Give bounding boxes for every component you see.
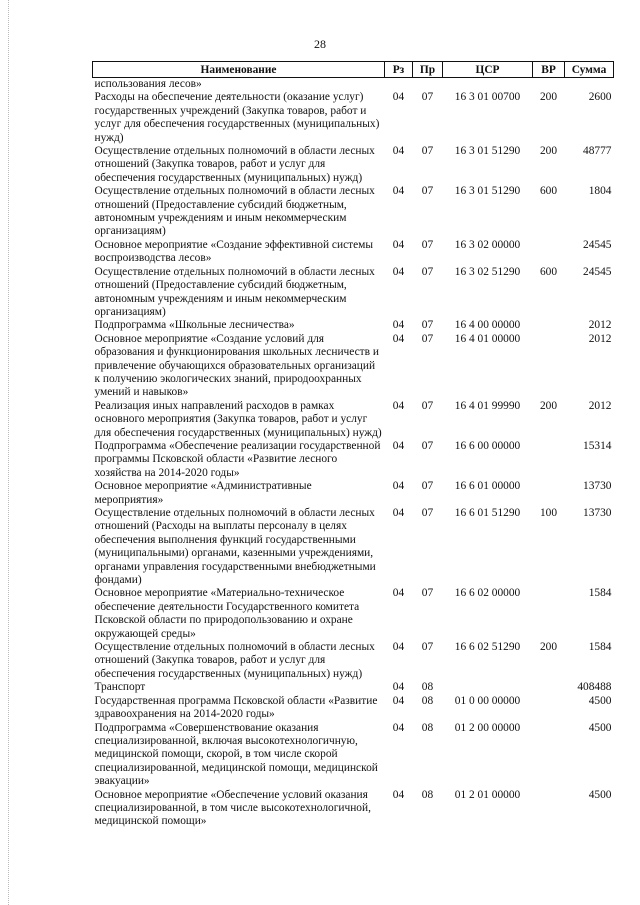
- header-csr: ЦСР: [443, 62, 533, 78]
- cell-rz: 04: [392, 507, 405, 519]
- cell-vr: [533, 480, 565, 507]
- header-rz: Рз: [385, 62, 413, 78]
- cell-csr: 16 4 01 99990: [454, 399, 521, 412]
- cell-sum: 2012: [588, 399, 612, 412]
- table-row: [93, 507, 614, 587]
- cell-vr: [533, 333, 565, 400]
- table-row: [93, 695, 614, 722]
- table-row: [93, 722, 614, 789]
- cell-sum: 24545: [583, 238, 612, 251]
- cell-vr: [533, 695, 565, 722]
- table-row: [93, 91, 614, 145]
- cell-rz: 04: [392, 480, 405, 493]
- cell-pr: 07: [421, 265, 434, 278]
- cell-name: Государственная программа Псковской области «Развитие здравоохранения на 2014-2020 годы»: [94, 694, 378, 721]
- cell-vr: 200: [539, 641, 558, 654]
- cell-rz: 04: [392, 91, 405, 104]
- cell-csr: 16 3 01 00700: [454, 91, 521, 104]
- cell-name: Осуществление отдельных полномочий в области лесных отношений (Предоставление субсидий бюджетным, автономным учреждениям и иным некоммерческим организациям): [94, 185, 375, 238]
- cell-sum: 15314: [583, 439, 612, 452]
- table-row: [93, 78, 614, 92]
- cell-name: Основное мероприятие «Административные мероприятия»: [94, 480, 312, 506]
- cell-name: использования лесов»: [94, 78, 202, 90]
- cell-name: Подпрограмма «Совершенствование оказания специализированной, включая высокотехнологичную, медицинской помощи, скорой, в том числе скорой специализированной, медицинской помощи, медицинской эвакуации»: [94, 721, 378, 788]
- table-row: [93, 440, 614, 480]
- cell-vr: [533, 319, 565, 332]
- cell-name: Осуществление отдельных полномочий в области лесных отношений (Закупка товаров, работ и услуг для обеспечения государственных (муниципальных) нужд): [94, 145, 375, 184]
- cell-sum: 1584: [588, 587, 612, 600]
- cell-name: Основное мероприятие «Обеспечение условий оказания специализированной, в том числе высокотехнологичной, медицинской помощи»: [94, 788, 371, 828]
- cell-name: Расходы на обеспечение деятельности (оказание услуг) государственных учреждений (Закупка товаров, работ и услуг для обеспечения государственных (муниципальных) нужд): [94, 91, 380, 144]
- table-row: [93, 333, 614, 400]
- table-row: [93, 480, 614, 507]
- cell-csr: 16 3 01 51290: [454, 185, 521, 198]
- cell-vr: [533, 587, 565, 641]
- cell-vr: 200: [539, 91, 558, 104]
- cell-csr: 01 2 01 00000: [454, 788, 521, 801]
- cell-sum: 13730: [583, 507, 612, 519]
- cell-rz: 04: [392, 788, 405, 801]
- cell-vr: [533, 722, 565, 789]
- cell-vr: 200: [539, 145, 558, 158]
- cell-sum: 4500: [588, 788, 612, 801]
- table-row: [93, 239, 614, 266]
- cell-pr: 07: [421, 439, 434, 452]
- table-row: [93, 641, 614, 681]
- cell-rz: 04: [392, 265, 405, 278]
- cell-sum: 4500: [588, 694, 612, 707]
- cell-rz: 04: [392, 145, 405, 158]
- header-sum: Сумма: [565, 62, 614, 78]
- cell-rz: 04: [392, 185, 405, 198]
- cell-csr: 16 4 00 00000: [454, 319, 521, 332]
- cell-rz: 04: [392, 694, 405, 707]
- cell-name: Подпрограмма «Школьные лесничества»: [94, 319, 295, 332]
- cell-rz: 04: [392, 238, 405, 251]
- cell-name: Осуществление отдельных полномочий в области лесных отношений (Закупка товаров, работ и услуг для обеспечения государственных (муниципальных) нужд): [94, 641, 375, 680]
- cell-csr: 01 0 00 00000: [454, 694, 521, 707]
- cell-rz: [385, 78, 413, 92]
- cell-rz: 04: [392, 587, 405, 600]
- header-vr: ВР: [533, 62, 565, 78]
- cell-pr: 07: [421, 507, 434, 519]
- cell-sum: 1804: [588, 185, 612, 198]
- cell-sum: 48777: [583, 145, 612, 158]
- table-body: [93, 78, 614, 829]
- table-row: [93, 185, 614, 239]
- cell-pr: [413, 78, 443, 92]
- cell-csr: 16 3 01 51290: [454, 145, 521, 158]
- cell-vr: [533, 789, 565, 829]
- cell-name: Осуществление отдельных полномочий в области лесных отношений (Предоставление субсидий бюджетным, автономным учреждениям и иным некоммерческим организациям): [94, 265, 375, 318]
- cell-vr: [533, 239, 565, 266]
- cell-pr: 07: [421, 185, 434, 198]
- cell-pr: 07: [421, 480, 434, 493]
- cell-name: Основное мероприятие «Создание эффективной системы воспроизводства лесов»: [94, 238, 374, 265]
- cell-vr: 100: [539, 507, 558, 519]
- cell-vr: 600: [539, 265, 558, 278]
- cell-pr: 07: [421, 587, 434, 600]
- cell-csr: 16 6 01 51290: [454, 507, 521, 519]
- cell-csr: 16 6 01 00000: [454, 480, 521, 493]
- cell-csr: [443, 78, 533, 92]
- header-name: Наименование: [93, 62, 385, 78]
- cell-sum: 13730: [583, 480, 612, 493]
- table-row: [93, 789, 614, 829]
- cell-csr: [443, 681, 533, 694]
- cell-pr: 07: [421, 238, 434, 251]
- cell-sum: 2012: [588, 319, 612, 332]
- cell-sum: 2600: [588, 91, 612, 104]
- cell-sum: 4500: [588, 721, 612, 734]
- cell-name: Подпрограмма «Обеспечение реализации государственной программы Псковской области «Развитие лесного хозяйства на 2014-2020 годы»: [94, 439, 381, 479]
- cell-pr: 07: [421, 145, 434, 158]
- cell-pr: 07: [421, 91, 434, 104]
- cell-csr: 16 6 02 00000: [454, 587, 521, 600]
- cell-name: Основное мероприятие «Создание условий для образования и функционирования школьных лесничеств и привлечение обучающихся образовательных организаций к получению экологических знаний, природоохранных умений и навыков»: [94, 332, 379, 399]
- cell-pr: 07: [421, 319, 434, 332]
- table-row: [93, 145, 614, 185]
- cell-rz: 04: [392, 439, 405, 452]
- cell-rz: 04: [392, 399, 405, 412]
- cell-csr: 16 4 01 00000: [454, 332, 521, 345]
- cell-name: Транспорт: [94, 681, 146, 694]
- cell-rz: 04: [392, 681, 405, 694]
- budget-table: [92, 61, 614, 829]
- table-header-row: [93, 62, 614, 78]
- cell-rz: 04: [392, 319, 405, 332]
- cell-name: Реализация иных направлений расходов в рамках основного мероприятия (Закупка товаров, работ и услуг для обеспечения государственных (муниципальных) нужд): [94, 399, 382, 439]
- table-row: [93, 400, 614, 440]
- cell-sum: 2012: [588, 332, 612, 345]
- cell-pr: 08: [421, 788, 434, 801]
- cell-rz: 04: [392, 332, 405, 345]
- header-pr: Пр: [413, 62, 443, 78]
- table-row: [93, 319, 614, 332]
- cell-csr: 16 3 02 51290: [454, 265, 521, 278]
- table-row: [93, 681, 614, 694]
- cell-vr: [533, 681, 565, 694]
- cell-csr: 01 2 00 00000: [454, 721, 521, 734]
- cell-csr: 16 3 02 00000: [454, 238, 521, 251]
- table-row: [93, 266, 614, 320]
- cell-pr: 08: [421, 681, 434, 694]
- cell-vr: [533, 78, 565, 92]
- page-number: 28: [314, 37, 326, 51]
- cell-vr: [533, 440, 565, 480]
- cell-name: Основное мероприятие «Материально-техническое обеспечение деятельности Государственного комитета Псковской области по природопользованию и охране окружающей среды»: [94, 587, 360, 640]
- cell-vr: 600: [539, 185, 558, 198]
- cell-csr: 16 6 02 51290: [454, 641, 521, 654]
- cell-pr: 07: [421, 641, 434, 654]
- cell-name: Осуществление отдельных полномочий в области лесных отношений (Расходы на выплаты персоналу в целях обеспечения выполнения функций государственными (муниципальными) органами, казенными учреждениями, органами управления государственными внебюджетными фондами): [94, 507, 376, 587]
- table-row: [93, 587, 614, 641]
- cell-pr: 07: [421, 332, 434, 345]
- cell-sum: [565, 78, 614, 92]
- cell-rz: 04: [392, 641, 405, 654]
- page-edge: [8, 0, 10, 905]
- cell-sum: 24545: [583, 265, 612, 278]
- cell-pr: 08: [421, 694, 434, 707]
- cell-pr: 07: [421, 399, 434, 412]
- cell-sum: 1584: [588, 641, 612, 654]
- cell-vr: 200: [539, 399, 558, 412]
- cell-pr: 08: [421, 721, 434, 734]
- cell-rz: 04: [392, 721, 405, 734]
- cell-csr: 16 6 00 00000: [454, 439, 521, 452]
- cell-sum: 408488: [577, 681, 612, 694]
